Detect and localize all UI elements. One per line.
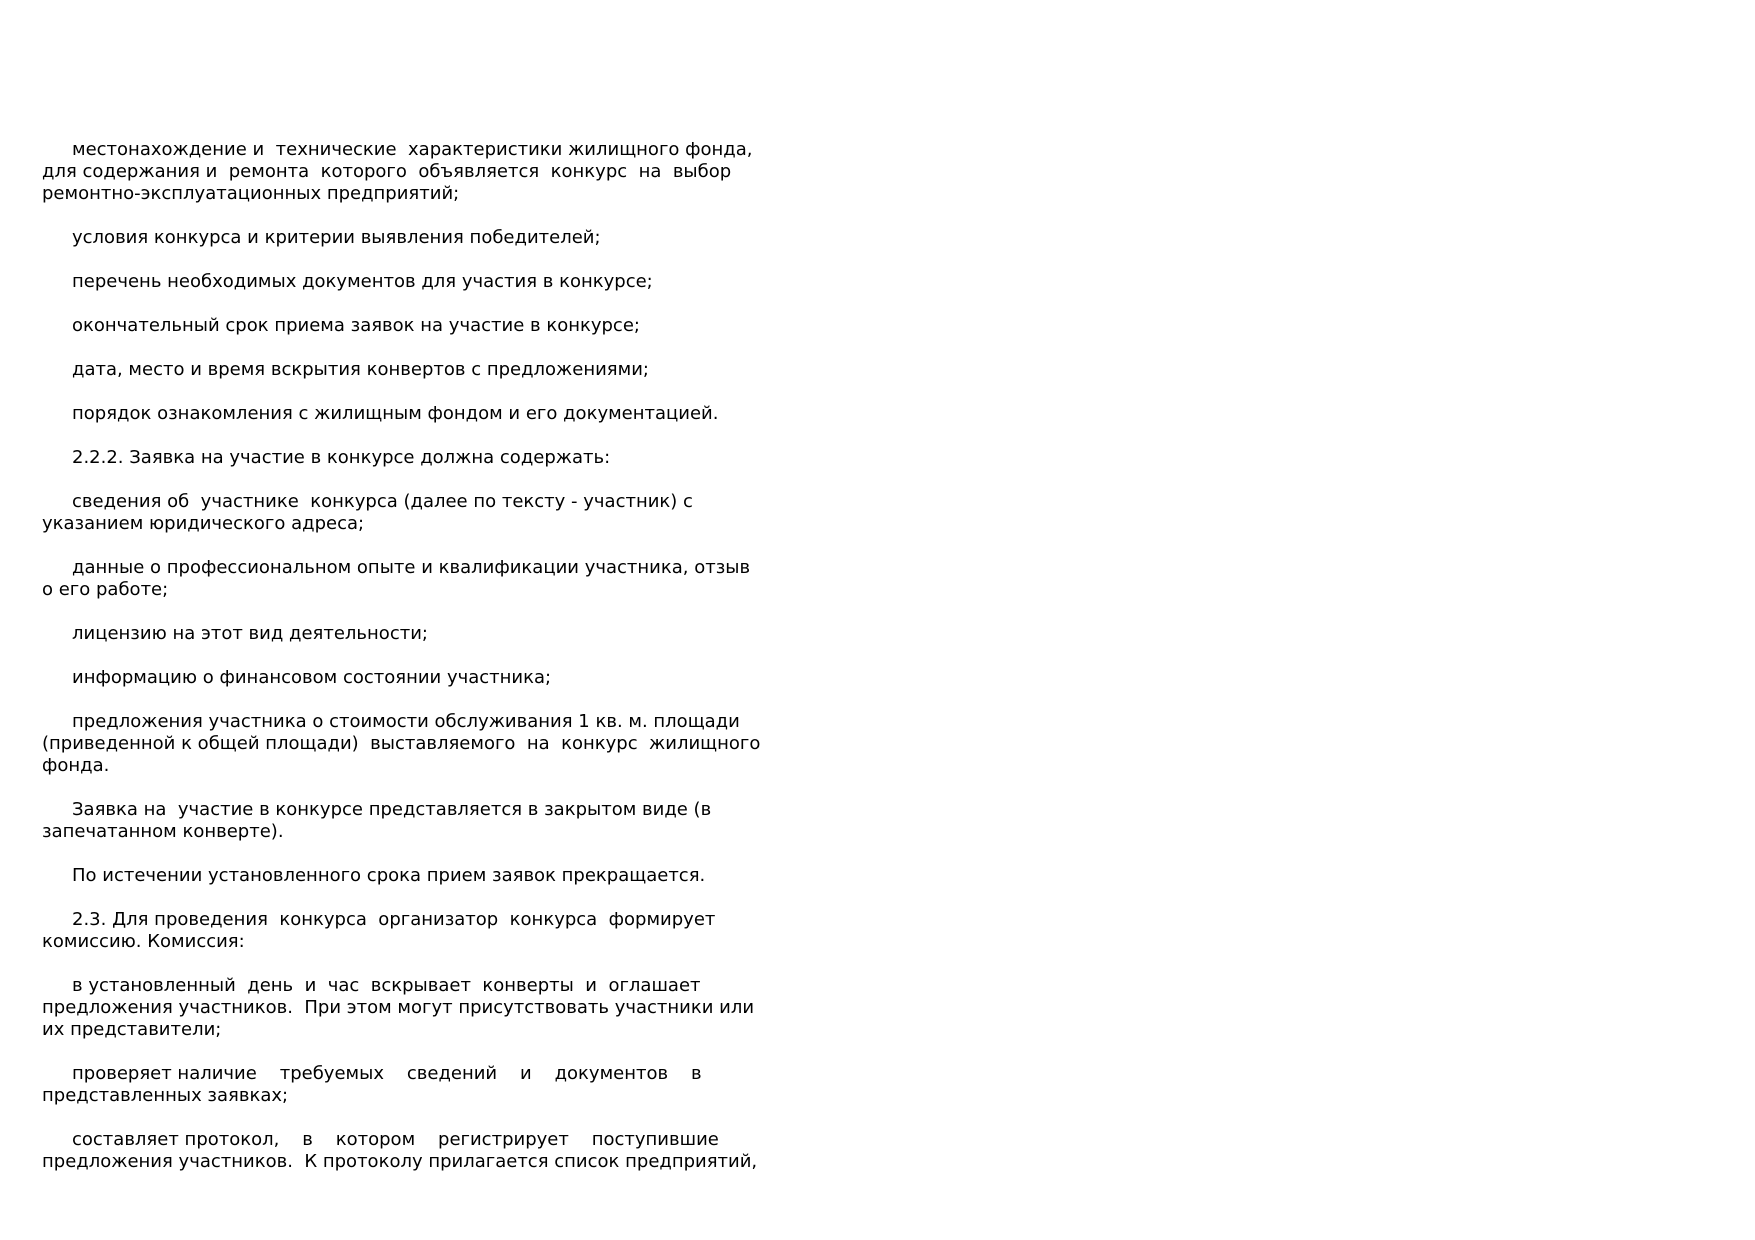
paragraph [42, 315, 822, 337]
text-line: дата, место и время вскрытия конвертов с предложениями; [72, 359, 649, 380]
text-line: предложения участников. При этом могут присутствовать участники или [42, 997, 755, 1018]
text-line: По истечении установленного срока прием заявок прекращается. [72, 865, 706, 886]
paragraph [42, 909, 822, 953]
text-line: Заявка на участие в конкурсе представляется в закрытом виде (в [72, 799, 712, 820]
paragraph [42, 975, 822, 1041]
text-line: ремонтно-эксплуатационных предприятий; [42, 183, 460, 204]
text-line: проверяет наличие требуемых сведений и документов в [72, 1063, 702, 1084]
text-line: предложения участника о стоимости обслуживания 1 кв. м. площади [72, 711, 740, 732]
text-line: для содержания и ремонта которого объявляется конкурс на выбор [42, 161, 732, 182]
text-line: порядок ознакомления с жилищным фондом и его документацией. [72, 403, 719, 424]
text-line: данные о профессиональном опыте и квалификации участника, отзыв [72, 557, 751, 578]
text-line: лицензию на этот вид деятельности; [72, 623, 428, 644]
text-line: запечатанном конверте). [42, 821, 284, 842]
text-line: составляет протокол, в котором регистрирует поступившие [72, 1129, 719, 1150]
text-line: о его работе; [42, 579, 169, 600]
paragraph [42, 799, 822, 843]
paragraph [42, 403, 822, 425]
paragraph [42, 359, 822, 381]
paragraph [42, 557, 822, 601]
paragraph [42, 271, 822, 293]
text-line: предложения участников. К протоколу прилагается список предприятий, [42, 1151, 758, 1172]
text-line: их представители; [42, 1019, 222, 1040]
text-line: местонахождение и технические характеристики жилищного фонда, [72, 139, 753, 160]
text-line: перечень необходимых документов для участия в конкурсе; [72, 271, 653, 292]
text-line: сведения об участнике конкурса (далее по тексту - участник) с [72, 491, 693, 512]
paragraph [42, 1129, 822, 1173]
text-line: 2.3. Для проведения конкурса организатор конкурса формирует [72, 909, 716, 930]
paragraph [42, 711, 822, 777]
text-line: комиссию. Комиссия: [42, 931, 245, 952]
paragraph [42, 447, 822, 469]
text-line: фонда. [42, 755, 110, 776]
paragraph [42, 1063, 822, 1107]
text-line: условия конкурса и критерии выявления победителей; [72, 227, 601, 248]
text-line: окончательный срок приема заявок на участие в конкурсе; [72, 315, 640, 336]
text-line: представленных заявках; [42, 1085, 289, 1106]
text-line: информацию о финансовом состоянии участника; [72, 667, 552, 688]
paragraph [42, 865, 822, 887]
paragraph [42, 491, 822, 535]
paragraph [42, 667, 822, 689]
paragraph [42, 623, 822, 645]
text-line: 2.2.2. Заявка на участие в конкурсе должна содержать: [72, 447, 611, 468]
paragraph [42, 139, 822, 205]
text-line: в установленный день и час вскрывает конверты и оглашает [72, 975, 701, 996]
paragraph [42, 227, 822, 249]
text-line: указанием юридического адреса; [42, 513, 365, 534]
text-line: (приведенной к общей площади) выставляемого на конкурс жилищного [42, 733, 761, 754]
document-body [42, 139, 822, 1195]
